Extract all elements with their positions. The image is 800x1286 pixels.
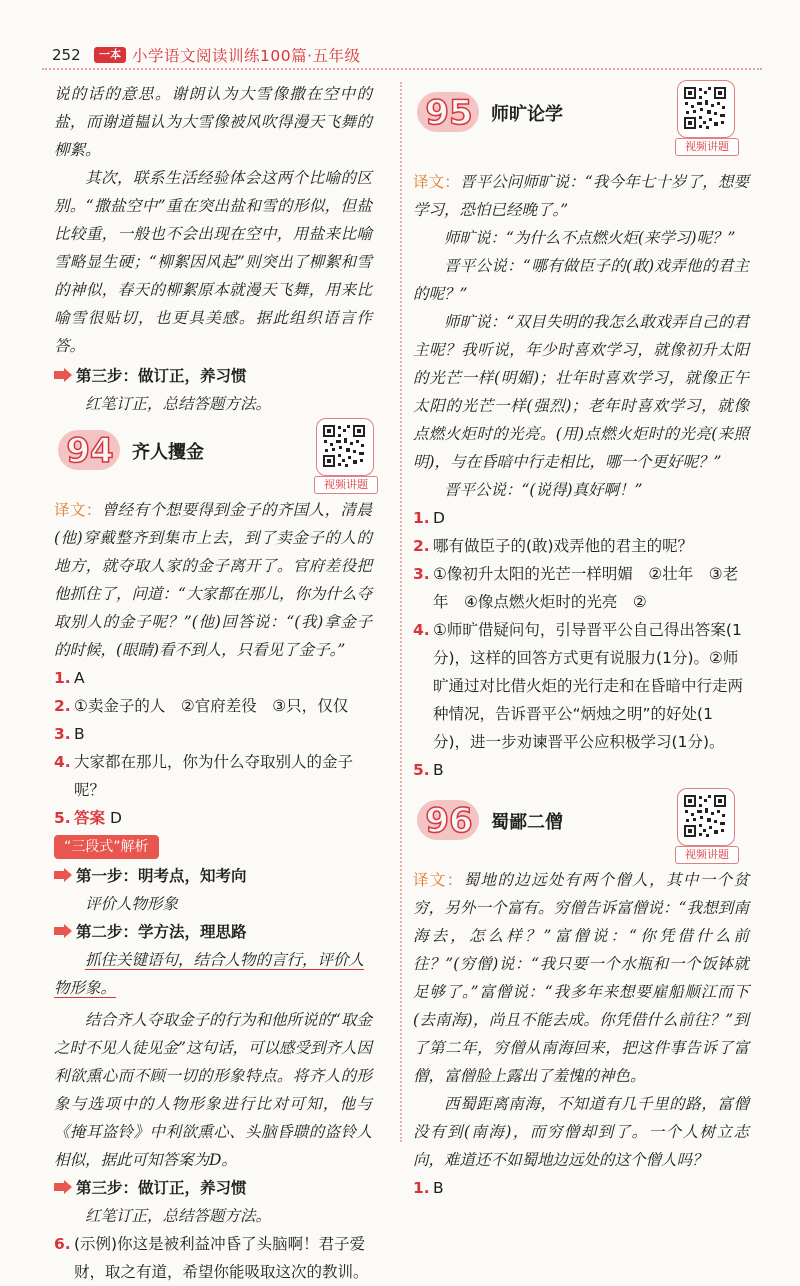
- arrow-icon: [54, 924, 72, 938]
- translation-text: 晋平公问师旷说：“我今年七十岁了，想要学习，恐怕已经晚了。”: [413, 173, 749, 219]
- story-title: 蜀鄙二僧: [491, 812, 563, 833]
- translation-paragraph: [54, 496, 372, 664]
- video-explain-label: 视频讲题: [675, 138, 739, 156]
- arrow-icon: [54, 1180, 72, 1194]
- step3-text: 红笔订正，总结答题方法。: [85, 395, 272, 413]
- translation-text: 曾经有个想要得到金子的齐国人，清晨(他)穿戴整齐到集市上去，到了卖金子的人的地方，就夺取人家的金子离开了。官府差役把他抓住了，问道：“大家都在那儿，你为什么夺取别人的金子呢？”(他)回答说：“(我)拿金子的时候，(眼睛)看不到人，只看见了金子。”: [54, 501, 372, 659]
- step1-text: 评价人物形象: [85, 895, 179, 913]
- step3-text: 红笔订正，总结答题方法。: [85, 1207, 272, 1225]
- story-number-badge: 94: [54, 428, 126, 474]
- answer-item: 2. 哪有做臣子的(敢)戏弄他的君主的呢？: [413, 537, 694, 555]
- translation-paragraph: 师旷说：“为什么不点燃火炬(来学习)呢？”: [444, 229, 736, 247]
- answer-item: 3. ①像初升太阳的光芒一样明媚 ②壮年 ③老年 ④像点燃火炬时的光亮 ②: [413, 565, 739, 611]
- book-title: 小学语文阅读训练100篇·五年级: [132, 47, 361, 65]
- step2-heading: 第二步：学方法，理思路: [54, 918, 372, 946]
- left-column: [54, 80, 372, 1286]
- step3-heading: 第三步：做订正，养习惯: [54, 1174, 372, 1202]
- right-column: [413, 80, 749, 1202]
- analysis-paragraph: 其次，联系生活经验体会这两个比喻的区别。“撒盐空中”重在突出盐和雪的形似，但盐比较重，一般也不会出现在空中，用盐来比喻雪略显生硬；“柳絮因风起”则突出了柳絮和雪的神似，春天的柳絮原本就漫天飞舞，用来比喻雪很贴切，也更具美感。据此组织语言作答。: [54, 169, 372, 355]
- translation-text: 蜀地的边远处有两个僧人，其中一个贫穷，另外一个富有。穷僧告诉富僧说：“我想到南海去，怎么样？”富僧说：“你凭借什么前往？”(穷僧)说：“我只要一个水瓶和一个饭钵就足够了。”富僧说：“我多年来想要雇船顺江而下(去南海)，尚且不能去成。你凭借什么前往？”到了第二年，穷僧从南海回来，把这件事告诉了富僧，富僧脸上露出了羞愧的神色。: [413, 871, 749, 1085]
- answer-item: 1. D: [413, 509, 445, 527]
- translation-paragraph: 晋平公说：“(说得)真好啊！”: [444, 481, 643, 499]
- story-95-title-row: [413, 80, 749, 154]
- story-96-title-row: [413, 788, 749, 862]
- answer-item: 6. (示例)你这是被利益冲昏了头脑啊！君子爱财，取之有道，希望你能吸取这次的教训。: [54, 1235, 369, 1281]
- three-part-tag: “三段式”解析: [54, 835, 159, 859]
- header-rule: [42, 68, 762, 71]
- step2-paragraph: 结合齐人夺取金子的行为和他所说的“取金之时不见人徒见金”这句话，可以感受到齐人因利欲熏心而不顾一切的形象特点。将齐人的形象与选项中的人物形象进行比对可知，他与《掩耳盗铃》中利欲熏心、头脑昏聩的盗铃人相似，据此可知答案为D。: [54, 1011, 372, 1169]
- story-94-title-row: [54, 418, 372, 492]
- translation-paragraph: 师旷说：“双目失明的我怎么敢戏弄自己的君主呢？我听说，年少时喜欢学习，就像初升太阳的光芒一样(明媚)；壮年时喜欢学习，就像正午太阳的光芒一样(强烈)；老年时喜欢学习，就像点燃火炬时的光亮。(用)点燃火炬时的光亮(来照明)，与在昏暗中行走相比，哪一个更好呢？”: [413, 313, 749, 471]
- page-header: [42, 38, 762, 72]
- story-number-badge: 95: [413, 90, 485, 136]
- answer-item: 2. ①卖金子的人 ②官府差役 ③只，仅仅: [54, 697, 349, 715]
- answer-item: 1. B: [413, 1179, 444, 1197]
- step3-heading: 第三步：做订正，养习惯: [54, 362, 372, 390]
- intro-paragraph: 说的话的意思。谢朗认为大雪像撒在空中的盐，而谢道韫认为大雪像被风吹得漫天飞舞的柳絮。: [54, 85, 372, 159]
- arrow-icon: [54, 868, 72, 882]
- step2-text: 抓住关键语句，结合人物的言行，评价人物形象。: [54, 951, 365, 997]
- three-part-tag-row: [54, 832, 372, 862]
- series-badge: 一本: [94, 47, 126, 63]
- story-title: 师旷论学: [491, 104, 563, 125]
- answer-item: 4. 大家都在那儿，你为什么夺取别人的金子呢？: [54, 753, 354, 799]
- answer-item: 5. B: [413, 761, 444, 779]
- qr-code[interactable]: [316, 418, 374, 492]
- step1-heading: 第一步：明考点，知考向: [54, 862, 372, 890]
- translation-label: 译文：: [54, 501, 102, 519]
- qr-code[interactable]: [677, 80, 735, 154]
- answer-item: 3. B: [54, 725, 85, 743]
- translation-paragraph: [413, 168, 749, 224]
- column-divider: [400, 82, 402, 1142]
- qr-code-icon: [683, 794, 727, 838]
- translation-paragraph: [413, 866, 749, 1090]
- story-number-badge: 96: [413, 798, 485, 844]
- answer-item: 4. ①师旷借疑问句，引导晋平公自己得出答案(1分)，这样的回答方式更有说服力(1分)。②师旷通过对比借火炬的光行走和在昏暗中行走两种情况，告诉晋平公“炳烛之明”的好处(1分)，进一步劝谏晋平公应积极学习(1分)。: [413, 621, 744, 751]
- page-number: 252: [52, 46, 81, 64]
- qr-code-icon: [683, 86, 727, 130]
- arrow-icon: [54, 368, 72, 382]
- video-explain-label: 视频讲题: [675, 846, 739, 864]
- story-title: 齐人攫金: [132, 442, 204, 463]
- translation-paragraph: 西蜀距离南海，不知道有几千里的路，富僧没有到(南海)，而穷僧却到了。一个人树立志向，难道还不如蜀地边远处的这个僧人吗？: [413, 1095, 749, 1169]
- translation-paragraph: 晋平公说：“哪有做臣子的(敢)戏弄他的君主的呢？”: [413, 257, 749, 303]
- qr-code[interactable]: [677, 788, 735, 862]
- qr-code-icon: [322, 424, 366, 468]
- answer-item: 5. 答案 D: [54, 809, 122, 827]
- answer-item: 1. A: [54, 669, 85, 687]
- translation-label: 译文：: [413, 871, 464, 889]
- video-explain-label: 视频讲题: [314, 476, 378, 494]
- translation-label: 译文：: [413, 173, 460, 191]
